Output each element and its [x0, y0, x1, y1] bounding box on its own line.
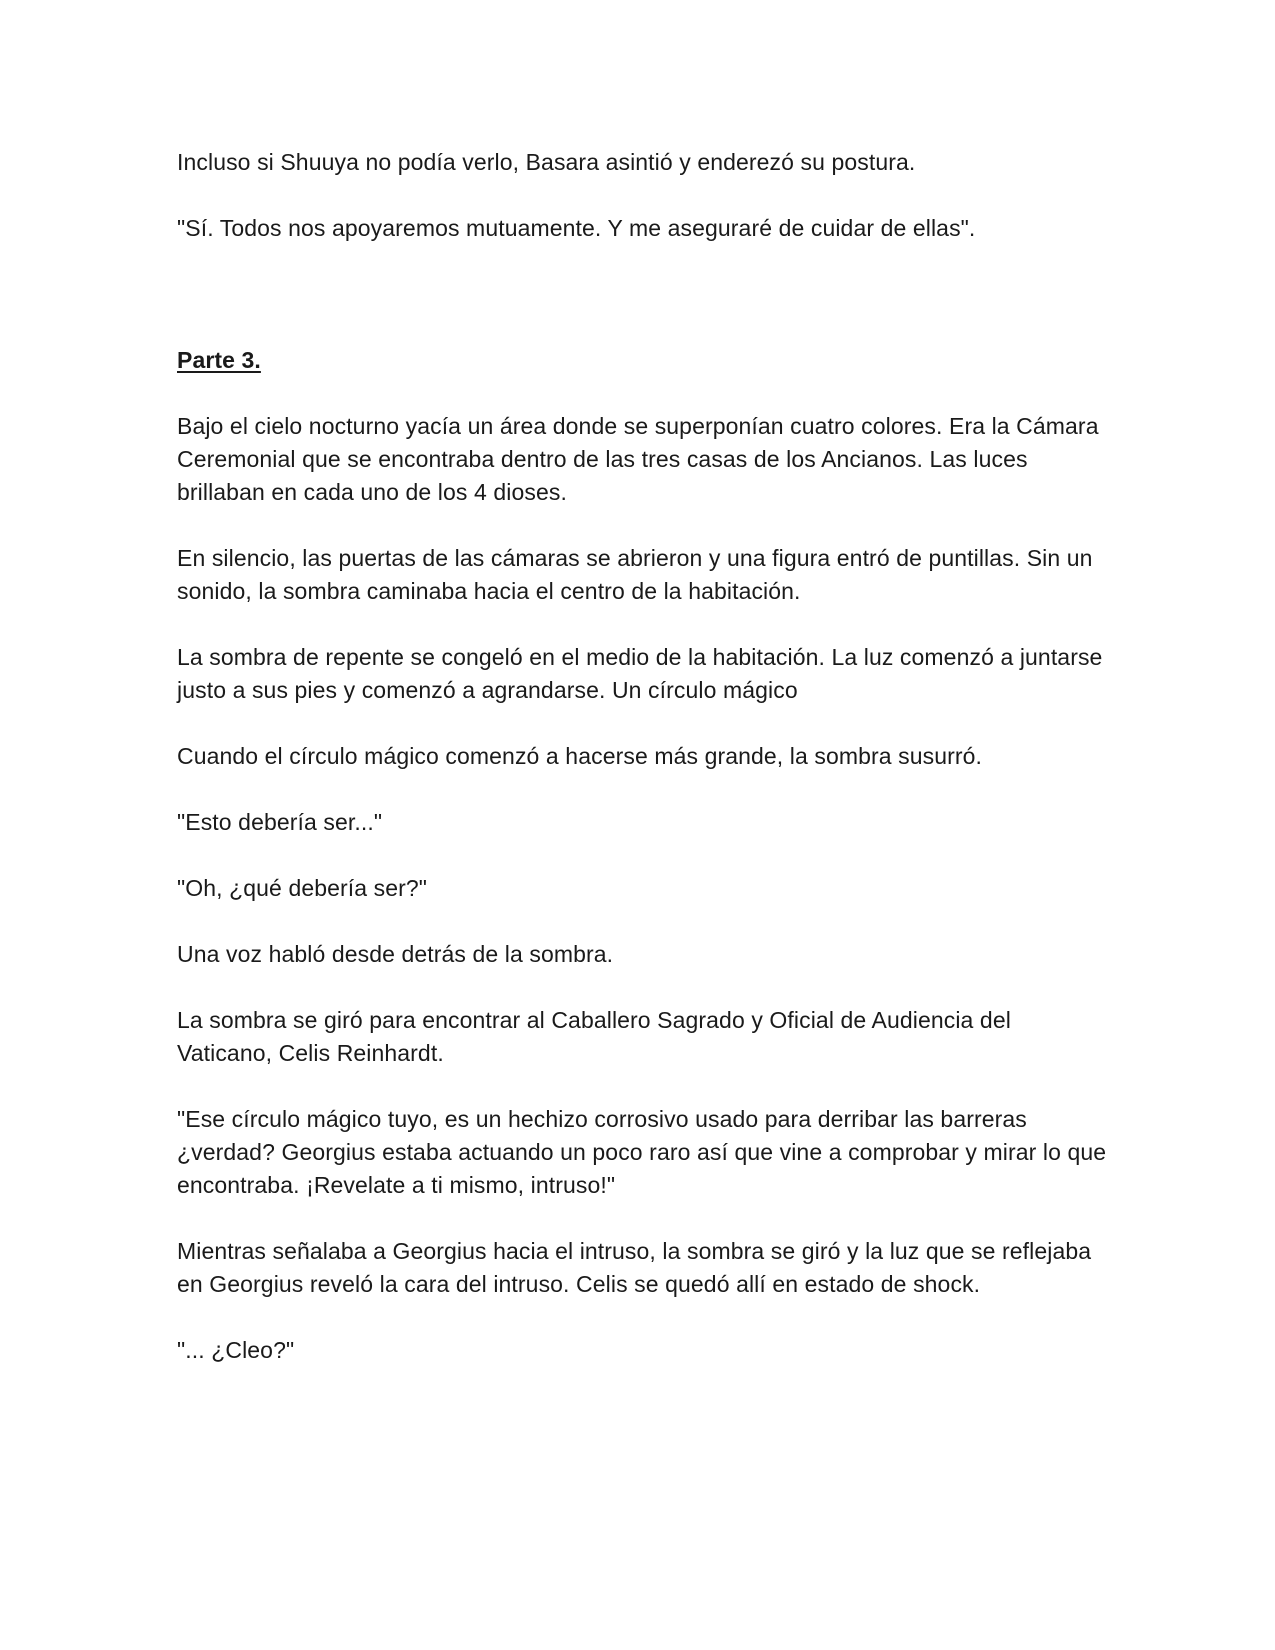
paragraph: La sombra de repente se congeló en el medio de la habitación. La luz comenzó a juntarse justo a sus pies y comenzó a agrandarse. Un círculo mágico — [177, 644, 1103, 703]
section-heading: Parte 3. — [177, 347, 261, 373]
paragraph: Mientras señalaba a Georgius hacia el intruso, la sombra se giró y la luz que se reflejaba en Georgius reveló la cara del intruso. Celis se quedó allí en estado de shock. — [177, 1238, 1092, 1297]
paragraph: Incluso si Shuuya no podía verlo, Basara asintió y enderezó su postura. — [177, 149, 916, 175]
paragraph: La sombra se giró para encontrar al Caballero Sagrado y Oficial de Audiencia del Vaticano, Celis Reinhardt. — [177, 1007, 1011, 1066]
dialogue-line: "Esto debería ser..." — [177, 809, 383, 835]
document-page — [177, 146, 1107, 1400]
dialogue-line: "Oh, ¿qué debería ser?" — [177, 875, 428, 901]
paragraph: Una voz habló desde detrás de la sombra. — [177, 941, 614, 967]
dialogue-line: "Ese círculo mágico tuyo, es un hechizo corrosivo usado para derribar las barreras ¿verdad? Georgius estaba actuando un poco raro así que vine a comprobar y mirar lo que encontraba. ¡Revelate a ti mismo, intruso!" — [177, 1106, 1107, 1198]
paragraph: Cuando el círculo mágico comenzó a hacerse más grande, la sombra susurró. — [177, 743, 983, 769]
paragraph: Bajo el cielo nocturno yacía un área donde se superponían cuatro colores. Era la Cámara Ceremonial que se encontraba dentro de las tres casas de los Ancianos. Las luces brillaban en cada uno de los 4 dioses. — [177, 413, 1099, 505]
dialogue-line: "... ¿Cleo?" — [177, 1337, 295, 1363]
section-spacer — [177, 278, 1107, 344]
paragraph: "Sí. Todos nos apoyaremos mutuamente. Y me aseguraré de cuidar de ellas". — [177, 215, 976, 241]
paragraph: En silencio, las puertas de las cámaras se abrieron y una figura entró de puntillas. Sin un sonido, la sombra caminaba hacia el centro de la habitación. — [177, 545, 1093, 604]
